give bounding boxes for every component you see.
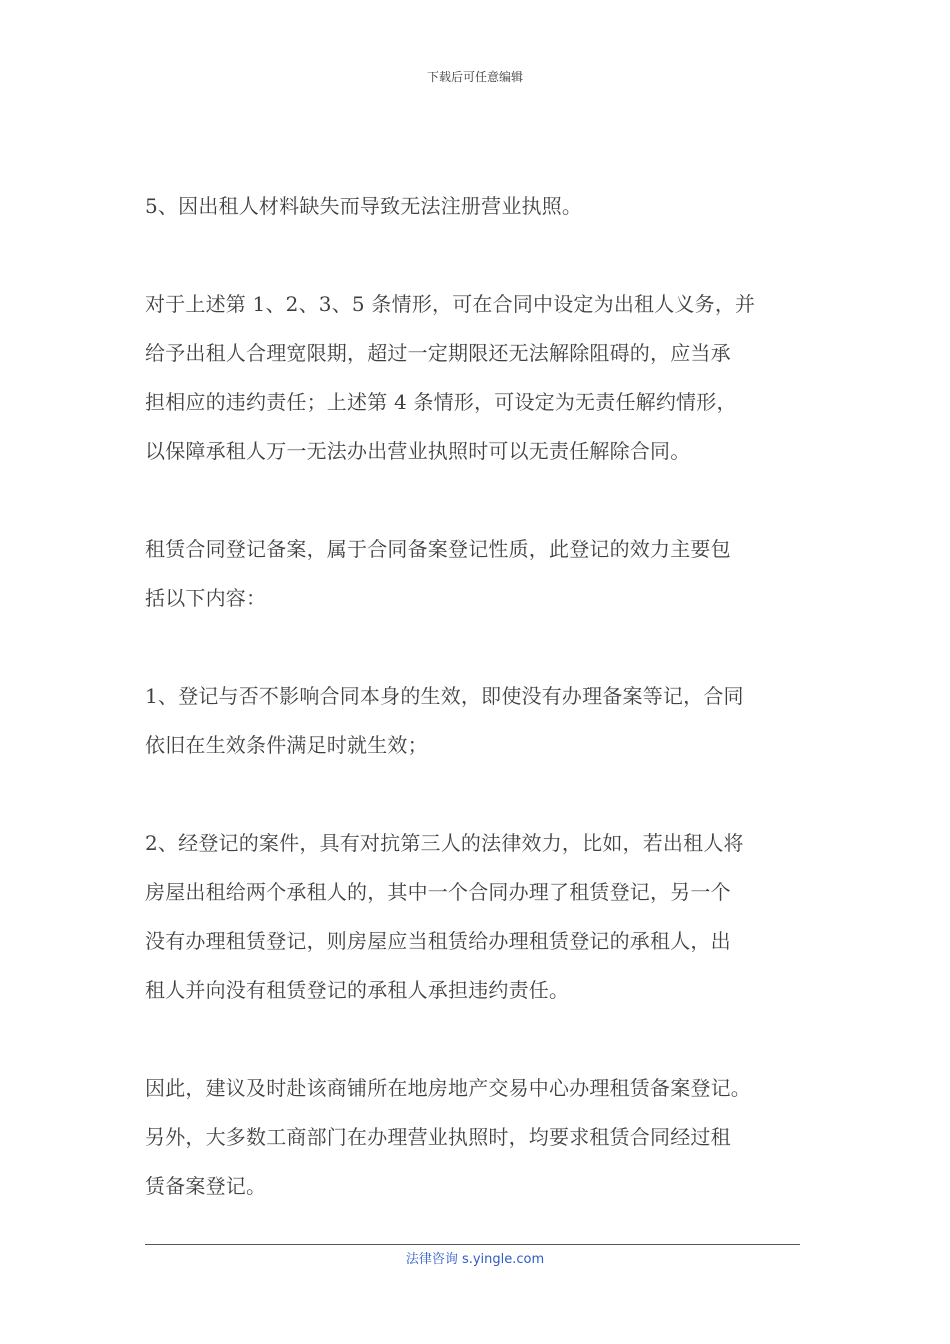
paragraph-line: 房屋出租给两个承租人的，其中一个合同办理了租赁登记，另一个 [145, 880, 731, 904]
paragraph-6 [145, 1064, 807, 1211]
paragraph-5 [145, 819, 807, 1015]
paragraph-line: 1、登记与否不影响合同本身的生效，即使没有办理备案等记，合同 [145, 684, 744, 708]
footer-link[interactable]: 法律咨询 s.yingle.com [405, 1252, 545, 1267]
paragraph-line: 赁备案登记。 [145, 1174, 267, 1198]
paragraph-line: 5、因出租人材料缺失而导致无法注册营业执照。 [145, 194, 583, 218]
footer-divider [145, 1244, 800, 1245]
paragraph-2 [145, 280, 807, 476]
paragraph-line: 括以下内容： [145, 586, 267, 610]
paragraph-4 [145, 672, 807, 770]
paragraph-line: 给予出租人合理宽限期，超过一定期限还无法解除阻碍的，应当承 [145, 341, 731, 365]
paragraph-line: 对于上述第 1、2、3、5 条情形，可在合同中设定为出租人义务，并 [145, 292, 756, 316]
paragraph-line: 另外，大多数工商部门在办理营业执照时，均要求租赁合同经过租 [145, 1125, 731, 1149]
paragraph-line: 以保障承租人万一无法办出营业执照时可以无责任解除合同。 [145, 439, 691, 463]
document-body [145, 182, 807, 1260]
paragraph-line: 租赁合同登记备案，属于合同备案登记性质，此登记的效力主要包 [145, 537, 731, 561]
paragraph-line: 担相应的违约责任；上述第 4 条情形，可设定为无责任解约情形， [145, 390, 737, 414]
paragraph-line: 没有办理租赁登记，则房屋应当租赁给办理租赁登记的承租人，出 [145, 929, 731, 953]
paragraph-line: 依旧在生效条件满足时就生效； [145, 733, 428, 757]
paragraph-line: 租人并向没有租赁登记的承租人承担违约责任。 [145, 978, 570, 1002]
paragraph-3 [145, 525, 807, 623]
paragraph-1 [145, 182, 807, 231]
page-header: 下载后可任意编辑 [426, 70, 523, 84]
paragraph-line: 因此，建议及时赴该商铺所在地房地产交易中心办理租赁备案登记。 [145, 1076, 751, 1100]
paragraph-line: 2、经登记的案件，具有对抗第三人的法律效力，比如，若出租人将 [145, 831, 744, 855]
